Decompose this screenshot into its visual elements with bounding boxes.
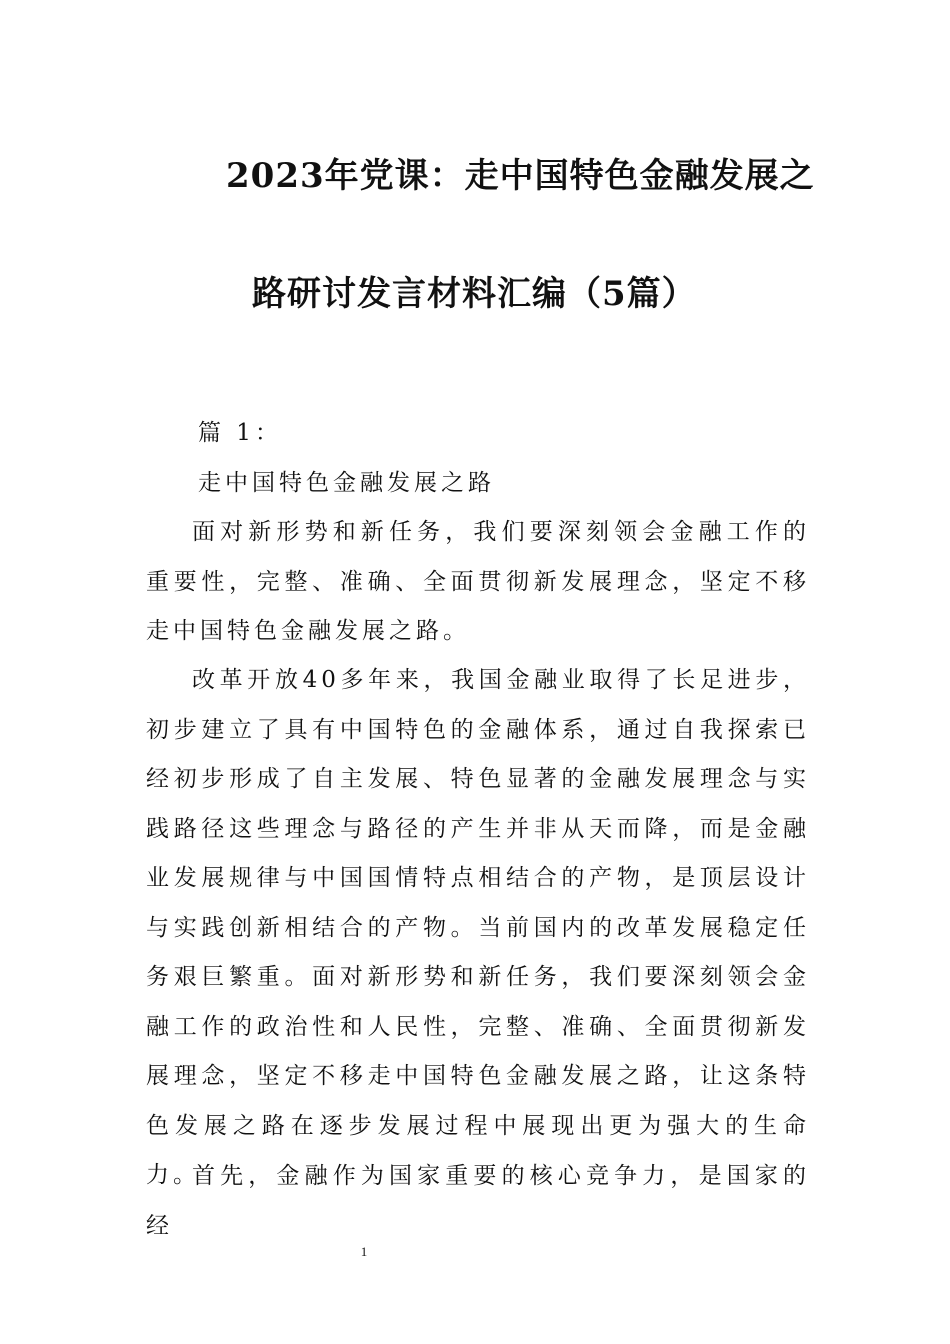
document-title-line-1: 2023年党课：走中国特色金融发展之 <box>226 156 815 196</box>
paragraph-2: 改革开放40多年来，我国金融业取得了长足进步，初步建立了具有中国特色的金融体系，通过自我探索已经初步形成了自主发展、特色显著的金融发展理念与实践路径这些理念与路径的产生并非从天而降，而是金融业发展规律与中国国情特点相结合的产物，是顶层设计与实践创新相结合的产物。当前国内的改革发展稳定任务艰巨繁重。面对新形势和新任务，我们要深刻领会金融工作的政治性和人民性，完整、准确、全面贯彻新发展理念，坚定不移走中国特色金融发展之路，让这条特色发展之路在逐步发展过程中展现出更为强大的生命力。 <box>146 667 810 1188</box>
paragraph-1: 面对新形势和新任务，我们要深刻领会金融工作的重要性，完整、准确、全面贯彻新发展理念，坚定不移走中国特色金融发展之路。 <box>146 519 810 644</box>
page-number: 1 <box>360 1244 368 1259</box>
document-title-line-2: 路研讨发言材料汇编（5篇） <box>252 274 697 314</box>
section-heading: 走中国特色金融发展之路 <box>198 470 495 496</box>
section-label: 篇 1： <box>198 420 282 446</box>
paragraph-3: 首先，金融作为国家重要的核心竞争力，是国家的经 <box>146 1163 810 1239</box>
